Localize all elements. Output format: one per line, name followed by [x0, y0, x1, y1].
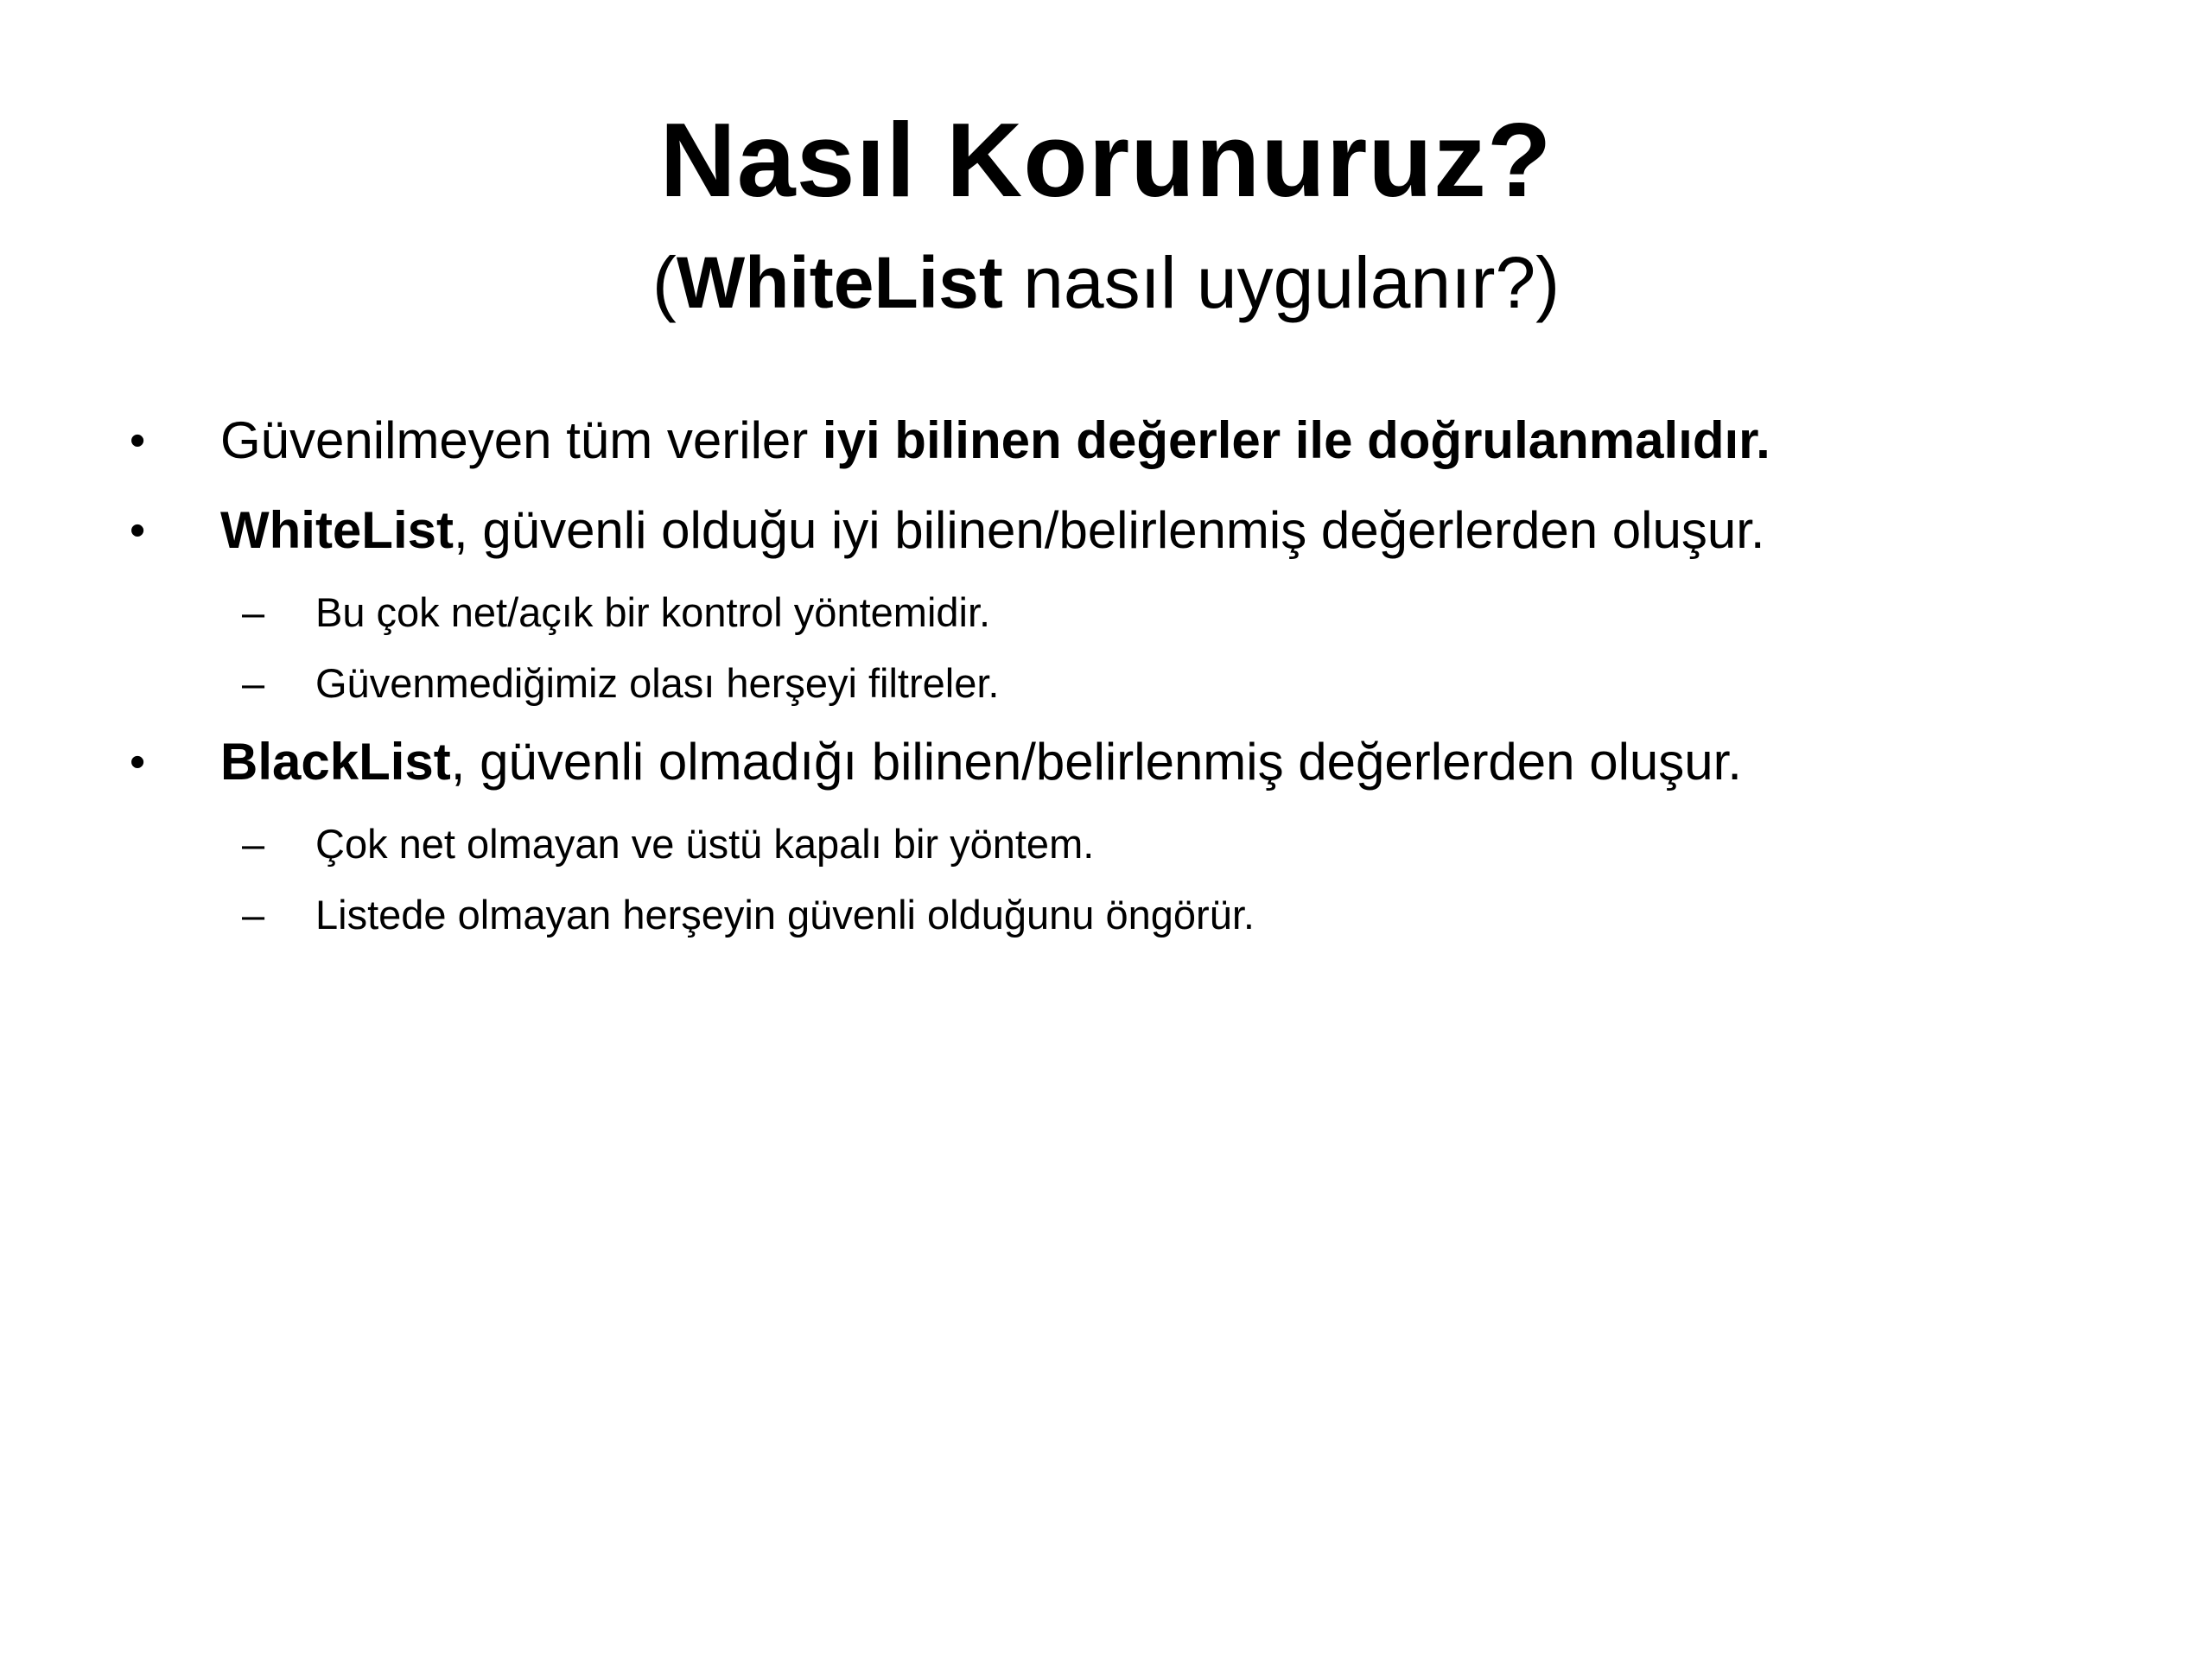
bullet-item-1 — [130, 406, 2117, 475]
sub-item-text: Listede olmayan herşeyin güvenli olduğunu öngörür. — [315, 892, 1255, 938]
bullet-item-2 — [130, 496, 2117, 565]
bullet-bold-text: WhiteList — [220, 501, 454, 559]
bullet-marker: • — [130, 416, 146, 466]
title-block — [0, 95, 2212, 330]
dash-marker: – — [242, 589, 265, 635]
sub-item-text: Çok net olmayan ve üstü kapalı bir yöntem. — [315, 821, 1095, 867]
bullet-bold-text: BlackList — [220, 733, 451, 791]
bullet-item-3 — [130, 728, 2117, 797]
sub-item-text: Bu çok net/açık bir kontrol yöntemidir. — [315, 589, 991, 635]
bullet-list — [130, 406, 2117, 959]
subtitle-bold: WhiteList — [676, 242, 1003, 323]
sub-item — [130, 888, 2117, 942]
bullet-marker: • — [130, 737, 146, 787]
sub-item-text: Güvenmediğimiz olası herşeyi filtreler. — [315, 660, 1000, 706]
dash-marker: – — [242, 660, 265, 706]
bullet-text: , güvenli olmadığı bilinen/belirlenmiş değerlerden oluşur. — [450, 733, 1742, 791]
dash-marker: – — [242, 821, 265, 867]
bullet-bold-text: iyi bilinen değerler ile doğrulanmalıdır. — [822, 411, 1770, 469]
dash-marker: – — [242, 892, 265, 938]
bullet-text: Güvenilmeyen tüm veriler — [220, 411, 823, 469]
sub-item — [130, 817, 2117, 871]
slide-title: Nasıl Korunuruz? — [659, 101, 1553, 219]
sub-item — [130, 657, 2117, 710]
slide-subtitle — [0, 235, 2212, 330]
sub-item — [130, 586, 2117, 639]
bullet-marker: • — [130, 505, 146, 556]
sub-list-blacklist — [130, 817, 2117, 942]
bullet-text: , güvenli olduğu iyi bilinen/belirlenmiş değerlerden oluşur. — [453, 501, 1765, 559]
subtitle-open-paren: ( — [652, 242, 677, 323]
sub-list-whitelist — [130, 586, 2117, 710]
subtitle-rest: nasıl uygulanır?) — [1002, 242, 1560, 323]
